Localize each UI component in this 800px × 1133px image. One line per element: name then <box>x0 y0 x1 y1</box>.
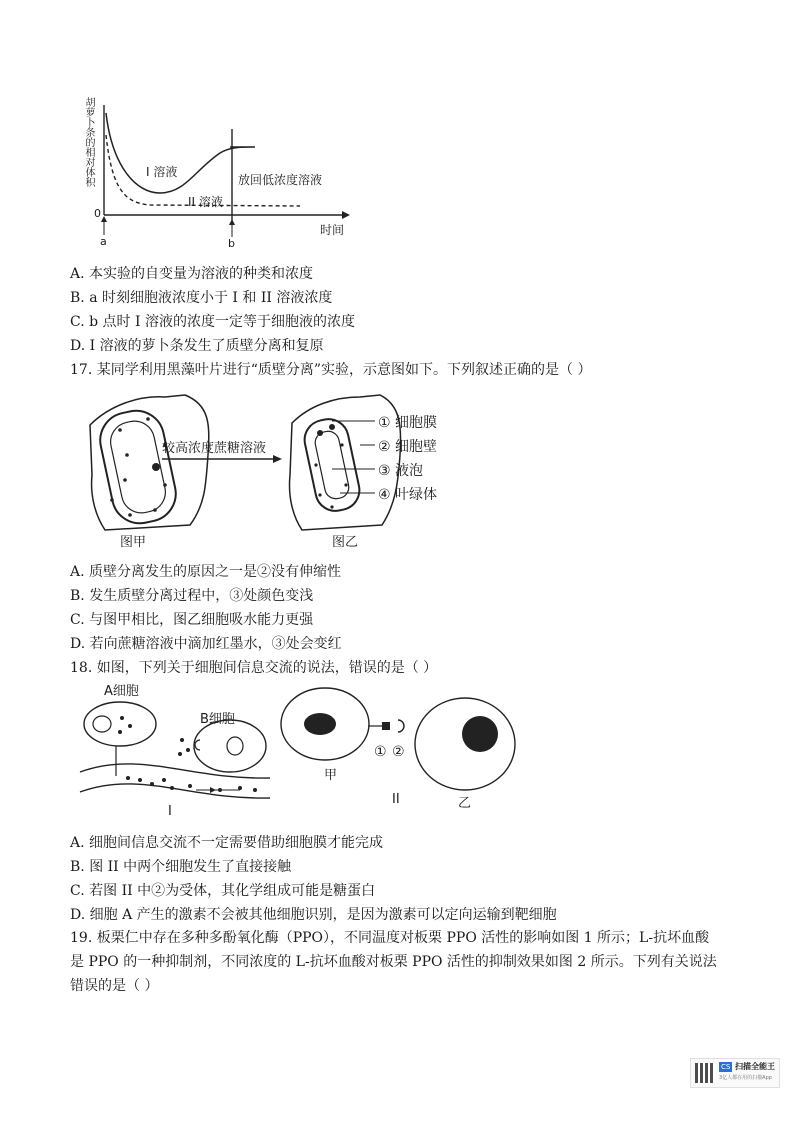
cell-jia-membrane <box>95 406 181 529</box>
signal-ligand <box>382 722 390 730</box>
q17-label-membrane: ① 细胞膜 <box>378 415 438 431</box>
q16-graph <box>80 95 370 255</box>
q16-option-b: B. a 时刻细胞液浓度小于 I 和 II 溶液浓度 <box>70 290 333 306</box>
scanner-logo: CS <box>721 1063 731 1071</box>
cell-yi <box>415 698 515 790</box>
cell-a-nucleus <box>93 716 111 732</box>
q17-option-a: A. 质壁分离发生的原因之一是②没有伸缩性 <box>70 564 342 580</box>
arrow-b-icon <box>229 219 235 225</box>
q18-option-a: A. 细胞间信息交流不一定需要借助细胞膜才能完成 <box>70 835 384 851</box>
q16-origin: 0 <box>94 207 101 220</box>
q16-ylabel: 胡萝卜条的相对体积 <box>83 97 94 187</box>
q17-fig-yi: 图乙 <box>332 535 359 550</box>
scanner-brand: 扫描全能王 <box>735 1062 775 1071</box>
cell-a <box>84 702 156 746</box>
q17-label-chloroplast: ④ 叶绿体 <box>378 487 438 503</box>
q16-option-c: C. b 点时 I 溶液的浓度一定等于细胞液的浓度 <box>70 314 355 330</box>
q17-option-d: D. 若向蔗糖溶液中滴加红墨水，③处会变红 <box>70 636 342 652</box>
q16-xlabel: 时间 <box>320 223 345 237</box>
q16-curve1-label: I 溶液 <box>146 165 178 179</box>
q16-mark-b: b <box>228 237 235 250</box>
q19-stem: 19. 板栗仁中存在多种多酚氧化酶（PPO），不同温度对板栗 PPO 活性的影响如图 1 所示；L-抗坏血酸是 PPO 的一种抑制剂，不同浓度的 L-抗坏血酸对板栗 PPO 活性的抑制效果如图 2 所示。下列有关说法错误的是（ ） <box>70 930 717 994</box>
q16-option-a: A. 本实验的自变量为溶液的种类和浓度 <box>70 266 314 282</box>
q18-label-cell-b: B细胞 <box>200 712 235 727</box>
cell-yi-chloroplasts <box>314 424 347 509</box>
q17-fig-jia: 图甲 <box>120 535 147 550</box>
q18-label-fig2: II <box>392 792 400 807</box>
q17-figure <box>70 385 490 550</box>
q16-curve2-label: II 溶液 <box>188 195 223 209</box>
cell-yi-vacuole <box>313 429 351 501</box>
blood-flow-arrow-icon <box>210 787 216 793</box>
x-axis-arrow-icon <box>342 211 350 219</box>
q18-label-jia: 甲 <box>324 768 338 783</box>
process-arrow-icon <box>273 455 282 463</box>
cell-b-receptor <box>195 740 200 750</box>
cell-jia-nucleus <box>304 713 336 735</box>
signal-molecules <box>178 738 190 756</box>
q18-label-fig1: I <box>168 804 172 819</box>
q18-stem: 18. 如图，下列关于细胞间信息交流的说法，错误的是（ ） <box>70 660 438 676</box>
scanner-sub: 3亿人都在用的扫描App <box>719 1075 772 1081</box>
q17-stem: 17. 某同学利用黑藻叶片进行“质壁分离”实验，示意图如下。下列叙述正确的是（ ） <box>70 362 592 378</box>
q18-option-b: B. 图 II 中两个细胞发生了直接接触 <box>70 859 292 875</box>
cell-b-nucleus <box>227 737 243 755</box>
q16-mark-a: a <box>100 235 107 248</box>
q17-label-wall: ② 细胞壁 <box>378 439 438 455</box>
q17-label-vacuole: ③ 液泡 <box>378 463 424 479</box>
q18-label-circle2: ② <box>392 744 405 760</box>
q17-figure-svg <box>70 385 490 550</box>
q17-option-c: C. 与图甲相比，图乙细胞吸水能力更强 <box>70 612 314 628</box>
q18-label-cell-a: A细胞 <box>104 684 139 699</box>
q17-option-b: B. 发生质壁分离过程中，③处颜色变浅 <box>70 588 314 604</box>
qr-icon <box>695 1063 715 1083</box>
q18-label-circle1: ① <box>374 744 387 760</box>
arrow-a-icon <box>101 216 107 222</box>
q18-figure <box>70 680 530 820</box>
cell-b <box>194 720 266 772</box>
q16-note: 放回低浓度溶液 <box>238 173 323 187</box>
q18-option-c: C. 若图 II 中②为受体，其化学组成可能是糖蛋白 <box>70 883 376 899</box>
vessel-bottom <box>80 784 270 798</box>
cell-a-secretions <box>118 716 132 734</box>
cell-yi-nucleus <box>462 716 498 752</box>
scanner-watermark <box>690 1058 780 1088</box>
q18-label-yi: 乙 <box>458 796 472 811</box>
receptor-shape <box>398 720 404 732</box>
cell-jia-chloroplasts <box>110 417 167 517</box>
q16-option-d: D. I 溶液的萝卜条发生了质壁分离和复原 <box>70 338 324 354</box>
q18-option-d: D. 细胞 A 产生的激素不会被其他细胞识别，是因为激素可以定向运输到靶细胞 <box>70 907 557 923</box>
q17-arrow-label: 较高浓度蔗糖溶液 <box>162 441 267 456</box>
cell-yi-membrane <box>301 415 363 514</box>
